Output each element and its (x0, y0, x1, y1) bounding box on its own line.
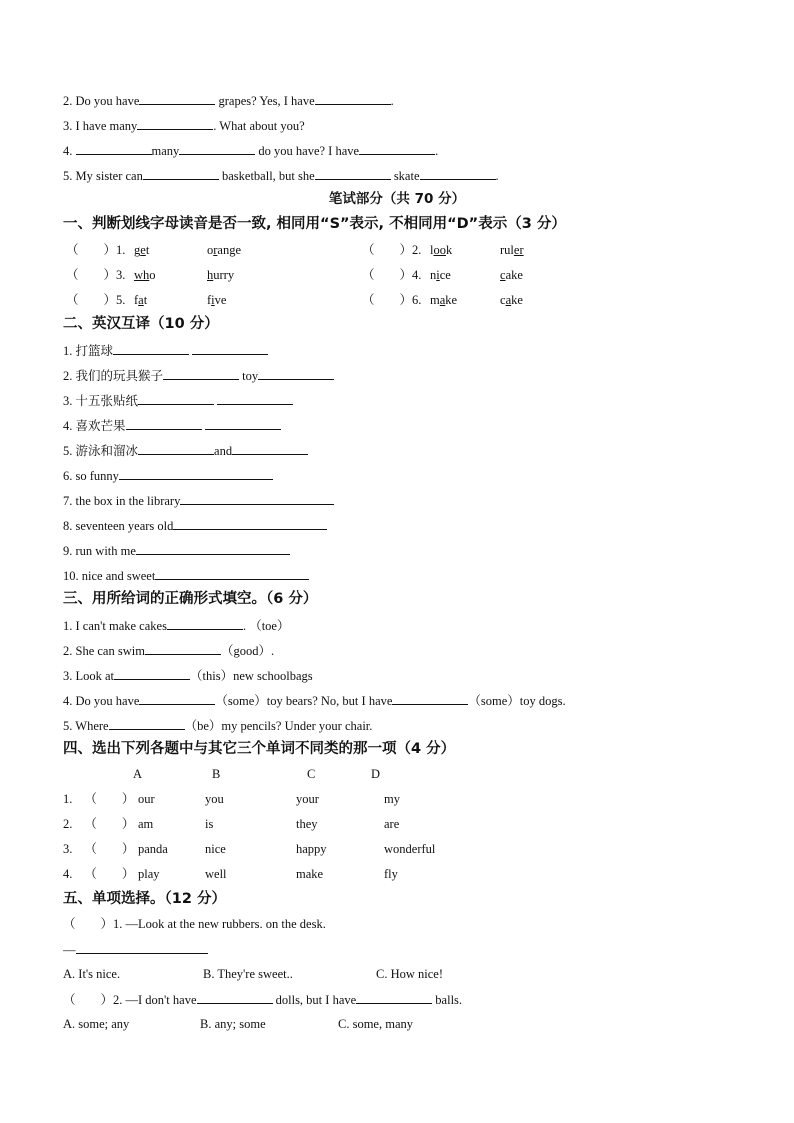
item-text: 1. I can't make cakes (63, 619, 167, 633)
item-text: toy (239, 369, 259, 383)
item-text: 1. 打篮球 (63, 344, 114, 358)
option-word: nice (205, 842, 226, 856)
column-letter-d: D (371, 767, 381, 781)
q4-text-a: 4. (63, 144, 76, 158)
q5-text-a: 5. My sister can (63, 169, 143, 183)
word-two (500, 292, 523, 308)
underlined-letters: h (207, 268, 214, 282)
written-section-title: 笔试部分（共 70 分） (328, 191, 466, 207)
word-part: ke (445, 293, 458, 307)
question-2 (63, 92, 394, 109)
answer-blank[interactable] (420, 167, 496, 180)
question-text: 2. —I don't have (113, 993, 197, 1007)
item-number: 5. (116, 293, 126, 307)
item-number: 2. (412, 243, 422, 257)
q2-option-c[interactable]: C. some, many (338, 1017, 413, 1031)
q4-text-d: . (435, 144, 439, 158)
q3-text-a: 3. I have many (63, 119, 138, 133)
fill-item (63, 617, 289, 634)
word-part: o (207, 243, 214, 257)
q1-option-b[interactable]: B. They're sweet.. (203, 967, 293, 981)
item-text: 4. Do you have (63, 694, 140, 708)
answer-blank[interactable] (173, 517, 327, 530)
word-part: ce (439, 268, 451, 282)
word-part: t (143, 293, 148, 307)
word-part: ke (511, 293, 523, 307)
q2-text-a: 2. Do you have (63, 94, 140, 108)
q2-text-c: . (390, 94, 394, 108)
item-number: 2. (63, 817, 73, 831)
option-word: our (138, 792, 155, 806)
translate-item (63, 492, 334, 509)
answer-blank[interactable] (315, 92, 391, 105)
question-3 (63, 117, 305, 134)
underlined-letters: i (436, 268, 440, 282)
answer-paren[interactable]: （ ） (63, 993, 114, 1007)
answer-blank[interactable] (155, 567, 309, 580)
underlined-letters: a (138, 293, 144, 307)
answer-blank[interactable] (258, 367, 334, 380)
odd-item-prefix (63, 816, 134, 832)
option-word: panda (138, 842, 168, 856)
translate-item (63, 442, 308, 459)
answer-blank[interactable] (113, 342, 189, 355)
item-number: 3. (63, 842, 73, 856)
answer-paren[interactable]: （ ） (66, 243, 117, 257)
answer-blank[interactable] (143, 167, 219, 180)
option-word: you (205, 792, 224, 806)
word-part: rul (500, 243, 514, 257)
answer-blank[interactable] (179, 142, 255, 155)
answer-paren[interactable]: （ ） (66, 268, 117, 282)
item-text: （some）toy bears? No, but I have (215, 694, 393, 708)
answer-blank[interactable] (359, 142, 435, 155)
item-prefix (66, 242, 125, 258)
translate-item (63, 342, 268, 359)
reply-line (63, 941, 208, 958)
option-word: make (296, 867, 324, 881)
translate-item (63, 542, 290, 559)
answer-blank[interactable] (76, 941, 208, 954)
option-word: is (205, 817, 214, 831)
q3-text-b: . What about you? (213, 119, 305, 133)
q4-text-c: do you have? I have (255, 144, 360, 158)
answer-blank[interactable] (126, 417, 202, 430)
item-text: （some）toy dogs. (468, 694, 566, 708)
word-part: n (430, 268, 437, 282)
answer-blank[interactable] (315, 167, 391, 180)
section-5-title: 五、单项选择。（12 分） (63, 891, 226, 907)
translate-item (63, 392, 293, 409)
underlined-letters: oo (433, 243, 446, 257)
odd-item-prefix (63, 841, 134, 857)
item-prefix (362, 292, 421, 308)
underlined-letters: a (439, 293, 446, 307)
answer-blank[interactable] (192, 342, 268, 355)
item-number: 4. (63, 867, 73, 881)
answer-paren[interactable]: （ ） (66, 293, 117, 307)
choice-question-1 (63, 916, 326, 932)
section-2-title: 二、英汉互译（10 分） (63, 316, 219, 332)
answer-blank[interactable] (137, 117, 213, 130)
translate-item (63, 417, 281, 434)
word-part: f (134, 293, 139, 307)
item-text: 6. so funny (63, 469, 119, 483)
word-two (207, 242, 241, 258)
answer-blank[interactable] (197, 991, 273, 1004)
answer-blank[interactable] (136, 542, 290, 555)
item-text: （this）new schoolbags (190, 669, 313, 683)
answer-blank[interactable] (138, 392, 214, 405)
answer-blank[interactable] (167, 617, 243, 630)
option-word: your (296, 792, 319, 806)
underlined-letters: r (213, 243, 218, 257)
item-text: 9. run with me (63, 544, 136, 558)
item-text: and (214, 444, 233, 458)
option-word: are (384, 817, 400, 831)
translate-item (63, 467, 273, 484)
item-text: 10. nice and sweet (63, 569, 156, 583)
q5-text-b: basketball, but she (218, 169, 315, 183)
item-text: 3. Look at (63, 669, 115, 683)
word-one (134, 292, 147, 308)
underlined-letters: i (211, 293, 215, 307)
answer-blank[interactable] (356, 991, 432, 1004)
question-4 (63, 142, 438, 159)
item-text: 3. 十五张贴纸 (63, 394, 139, 408)
answer-blank[interactable] (180, 492, 334, 505)
word-part: t (145, 243, 150, 257)
underlined-letters: e (140, 243, 146, 257)
answer-paren[interactable]: （ ） (362, 293, 413, 307)
option-word: wonderful (384, 842, 436, 856)
fill-item (63, 692, 566, 709)
answer-paren[interactable]: （ ） (84, 842, 135, 856)
option-word: fly (384, 867, 398, 881)
item-text: （be）my pencils? Under your chair. (184, 719, 373, 733)
reply-dash: — (63, 943, 76, 957)
item-prefix (362, 242, 421, 258)
underlined-letters: er (513, 243, 524, 257)
section-1-title: 一、判断划线字母读音是否一致, 相同用“S”表示, 不相同用“D”表示（3 分） (63, 216, 566, 232)
underlined-letters: c (500, 268, 506, 282)
word-part: k (445, 243, 453, 257)
option-word: my (384, 792, 400, 806)
answer-blank[interactable] (119, 467, 273, 480)
word-two (207, 292, 226, 308)
word-part: ve (214, 293, 227, 307)
item-number: 1. (116, 243, 126, 257)
column-letter-c: C (307, 767, 316, 781)
column-letter-b: B (212, 767, 221, 781)
word-two (500, 242, 524, 258)
answer-blank[interactable] (145, 642, 221, 655)
answer-paren[interactable]: （ ） (63, 917, 114, 931)
item-prefix (66, 292, 125, 308)
word-part: c (500, 293, 506, 307)
item-number: 3. (116, 268, 126, 282)
word-one (430, 242, 452, 258)
q5-text-c: skate (390, 169, 420, 183)
answer-paren[interactable]: （ ） (84, 867, 135, 881)
item-number: 1. (63, 792, 73, 806)
choice-question-2 (63, 991, 462, 1008)
section-3-title: 三、用所给词的正确形式填空。（6 分） (63, 591, 318, 607)
q1-option-c[interactable]: C. How nice! (376, 967, 443, 981)
odd-item-prefix (63, 866, 134, 882)
item-number: 4. (412, 268, 422, 282)
answer-blank[interactable] (76, 142, 152, 155)
word-part: ange (217, 243, 242, 257)
answer-paren[interactable]: （ ） (362, 268, 413, 282)
answer-paren[interactable]: （ ） (84, 792, 135, 806)
word-one (430, 292, 457, 308)
option-word: am (138, 817, 154, 831)
q4-text-b: many (151, 144, 180, 158)
option-word: happy (296, 842, 327, 856)
item-prefix (66, 267, 125, 283)
q5-text-d: . (495, 169, 499, 183)
answer-blank[interactable] (139, 692, 215, 705)
section-4-title: 四、选出下列各题中与其它三个单词不同类的那一项（4 分） (63, 741, 456, 757)
item-text: 7. the box in the library (63, 494, 181, 508)
word-part: o (149, 268, 156, 282)
answer-blank[interactable] (217, 392, 293, 405)
word-two (207, 267, 234, 283)
answer-blank[interactable] (232, 442, 308, 455)
word-part: ake (505, 268, 523, 282)
q2-text-b: grapes? Yes, I have (215, 94, 315, 108)
fill-item (63, 667, 313, 684)
answer-blank[interactable] (163, 367, 239, 380)
option-word: they (296, 817, 318, 831)
answer-blank[interactable] (205, 417, 281, 430)
q2-option-b[interactable]: B. any; some (200, 1017, 266, 1031)
answer-blank[interactable] (139, 92, 215, 105)
item-number: 6. (412, 293, 422, 307)
word-one (134, 267, 156, 283)
word-one (134, 242, 149, 258)
fill-item (63, 717, 372, 734)
translate-item (63, 567, 309, 584)
item-text: 5. Where (63, 719, 109, 733)
item-text: 4. 喜欢芒果 (63, 419, 126, 433)
word-part: l (430, 243, 434, 257)
column-letter-a: A (133, 767, 143, 781)
underlined-letters: wh (134, 268, 150, 282)
word-part: m (430, 293, 440, 307)
answer-paren[interactable]: （ ） (362, 243, 413, 257)
answer-blank[interactable] (109, 717, 185, 730)
question-text: balls. (432, 993, 463, 1007)
answer-blank[interactable] (114, 667, 190, 680)
word-part: g (134, 243, 141, 257)
question-text: dolls, but I have (272, 993, 357, 1007)
question-5 (63, 167, 499, 184)
item-text: . （toe） (242, 619, 290, 633)
q2-option-a[interactable]: A. some; any (63, 1017, 130, 1031)
odd-item-prefix (63, 791, 134, 807)
word-two (500, 267, 523, 283)
word-part: f (207, 293, 212, 307)
underlined-letters: a (505, 293, 512, 307)
translate-item (63, 517, 327, 534)
question-text: 1. —Look at the new rubbers. on the desk. (113, 917, 326, 931)
answer-paren[interactable]: （ ） (84, 817, 135, 831)
item-text: 2. She can swim (63, 644, 145, 658)
word-part: urry (213, 268, 235, 282)
word-one (430, 267, 451, 283)
item-prefix (362, 267, 421, 283)
fill-item (63, 642, 274, 659)
item-text: 8. seventeen years old (63, 519, 174, 533)
option-word: well (205, 867, 227, 881)
q1-option-a[interactable]: A. It's nice. (63, 967, 121, 981)
answer-blank[interactable] (138, 442, 214, 455)
answer-blank[interactable] (392, 692, 468, 705)
translate-item (63, 367, 334, 384)
item-text: （good）. (220, 644, 275, 658)
option-word: play (138, 867, 160, 881)
item-text: 5. 游泳和溜冰 (63, 444, 139, 458)
item-text: 2. 我们的玩具猴子 (63, 369, 164, 383)
